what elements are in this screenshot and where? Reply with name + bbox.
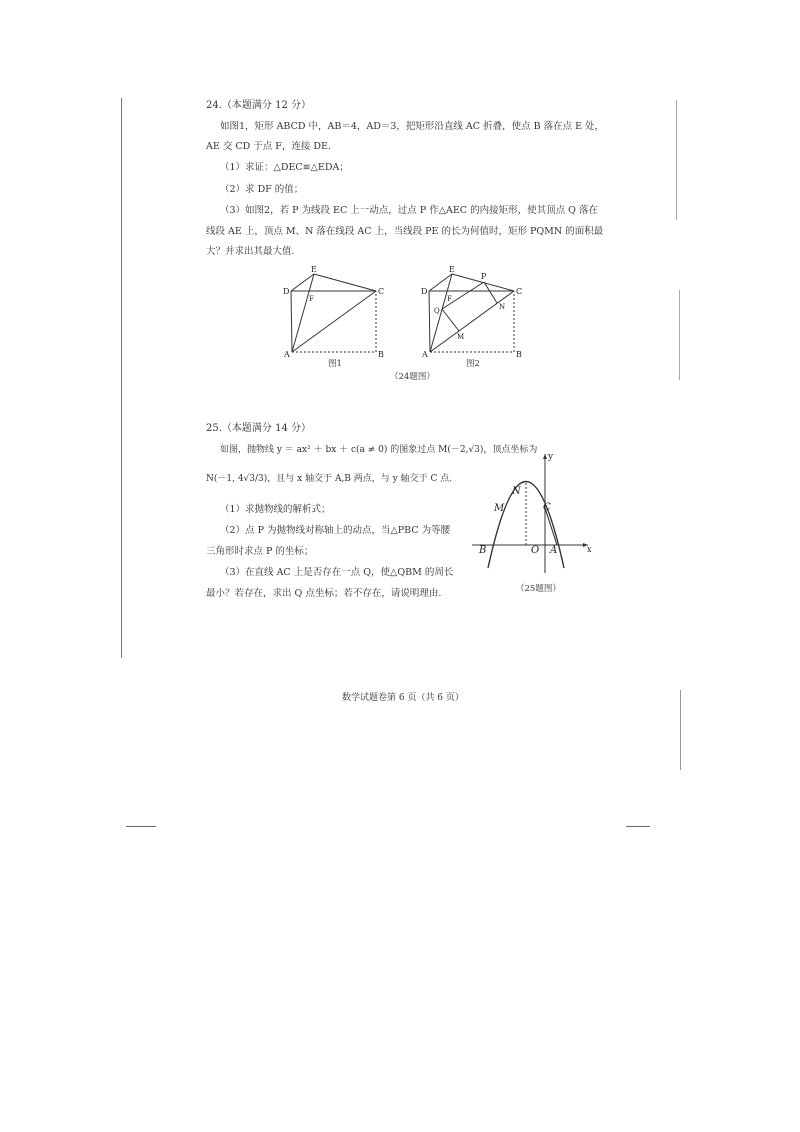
- q24-figure-caption: （24题图）: [390, 372, 435, 382]
- q24-figure-1: [280, 265, 400, 365]
- fig2-edge-DE: [429, 274, 452, 291]
- fig25-label-C: C: [543, 502, 551, 513]
- fig1-edge-AC: [292, 291, 376, 352]
- y-axis-arrow: [543, 454, 547, 459]
- q25-figure-caption: （25题图）: [516, 584, 561, 594]
- fig2-edge-QM: [442, 309, 459, 331]
- right-margin-line-2: [679, 290, 680, 380]
- fig2-edge-PN: [484, 282, 497, 303]
- fig1-edge-DA: [291, 291, 292, 352]
- q25-subquestion-2-line-2: 三角形时求点 P 的坐标；: [206, 546, 314, 557]
- q25-subquestion-3-line-1: （3）在直线 AC 上是否存在一点 Q，使△QBM 的周长: [220, 567, 454, 578]
- fig25-label-A: A: [550, 545, 558, 556]
- fig2-label-Q: Q: [434, 307, 440, 315]
- fig2-edge-DA: [429, 291, 430, 352]
- fig1-label-A: A: [284, 350, 290, 359]
- q24-subquestion-3-line-3: 大？并求出其最大值.: [206, 246, 295, 257]
- fig1-label-C: C: [378, 287, 385, 296]
- fig2-label-B: B: [516, 350, 522, 359]
- fig2-label-M: M: [457, 333, 465, 341]
- right-margin-line: [676, 100, 677, 220]
- line-AC: [545, 508, 557, 545]
- fig1-label-E: E: [311, 265, 317, 274]
- fig2-label-D: D: [421, 287, 428, 296]
- q24-paragraph-1: 如图1，矩形 ABCD 中，AB＝4，AD＝3，把矩形沿直线 AC 折叠，使点 B 落在点 E 处，: [220, 121, 605, 132]
- q24-subquestion-3-line-2: 线段 AE 上，顶点 M、N 落在线段 AC 上，当线段 PE 的长为何值时，矩形 PQMN 的面积最: [206, 226, 604, 237]
- fig2-label-P: P: [481, 272, 487, 281]
- fig1-edge-EC: [314, 274, 376, 291]
- q24-paragraph-2: AE 交 CD 于点 F，连接 DE.: [206, 141, 331, 152]
- fig2-label-F: F: [447, 295, 452, 303]
- fig2-edge-AC: [430, 291, 514, 352]
- fig25-label-B: B: [479, 545, 487, 556]
- fig1-edge-AE: [292, 274, 314, 352]
- q25-paragraph-1: 如图，抛物线 y ＝ ax² ＋ bx ＋ c(a ≠ 0) 的图象过点 M(－2,√3)，顶点坐标为: [220, 445, 538, 455]
- q25-paragraph-2: N(－1, 4√3/3)，且与 x 轴交于 A,B 两点，与 y 轴交于 C 点.: [206, 474, 453, 484]
- page-footer: 数学试题卷第 6 页（共 6 页）: [342, 693, 464, 703]
- fig1-caption: 图1: [328, 359, 342, 369]
- q25-subquestion-3-line-2: 最小？若存在，求出 Q 点坐标；若不存在，请说明理由.: [206, 588, 442, 599]
- fig25-label-O: O: [531, 545, 540, 556]
- fig1-label-F: F: [309, 295, 314, 303]
- left-margin-line: [121, 98, 122, 658]
- right-margin-line-3: [680, 690, 681, 770]
- fig2-label-A: A: [422, 350, 428, 359]
- q24-subquestion-1: （1）求证：△DEC≌△EDA；: [220, 162, 349, 173]
- q24-subquestion-2: （2）求 DF 的值；: [220, 184, 304, 195]
- q25-figure: [470, 450, 600, 580]
- fig25-label-y: y: [548, 452, 554, 462]
- fig2-label-E: E: [449, 265, 455, 274]
- bottom-right-mark: [626, 826, 650, 827]
- q24-figure-2: [418, 265, 538, 365]
- q25-header: 25.（本题满分 14 分）: [206, 423, 311, 434]
- bottom-left-mark: [126, 826, 156, 827]
- fig25-label-N: N: [512, 486, 521, 497]
- fig2-caption: 图2: [466, 359, 480, 369]
- q24-header: 24.（本题满分 12 分）: [206, 100, 311, 111]
- q25-subquestion-2-line-1: （2）点 P 为抛物线对称轴上的动点，当△PBC 为等腰: [220, 525, 451, 536]
- fig1-label-D: D: [283, 287, 290, 296]
- q24-subquestion-3-line-1: （3）如图2，若 P 为线段 EC 上一动点，过点 P 作△AEC 的内接矩形，使其顶点 Q 落在: [220, 205, 598, 216]
- fig25-label-x: x: [587, 545, 592, 554]
- fig1-label-B: B: [378, 350, 384, 359]
- fig2-label-C: C: [516, 287, 523, 296]
- fig1-edge-DE: [291, 274, 314, 291]
- fig2-label-N: N: [499, 303, 506, 311]
- q25-subquestion-1: （1）求抛物线的解析式；: [220, 504, 331, 515]
- fig25-label-M: M: [494, 503, 505, 514]
